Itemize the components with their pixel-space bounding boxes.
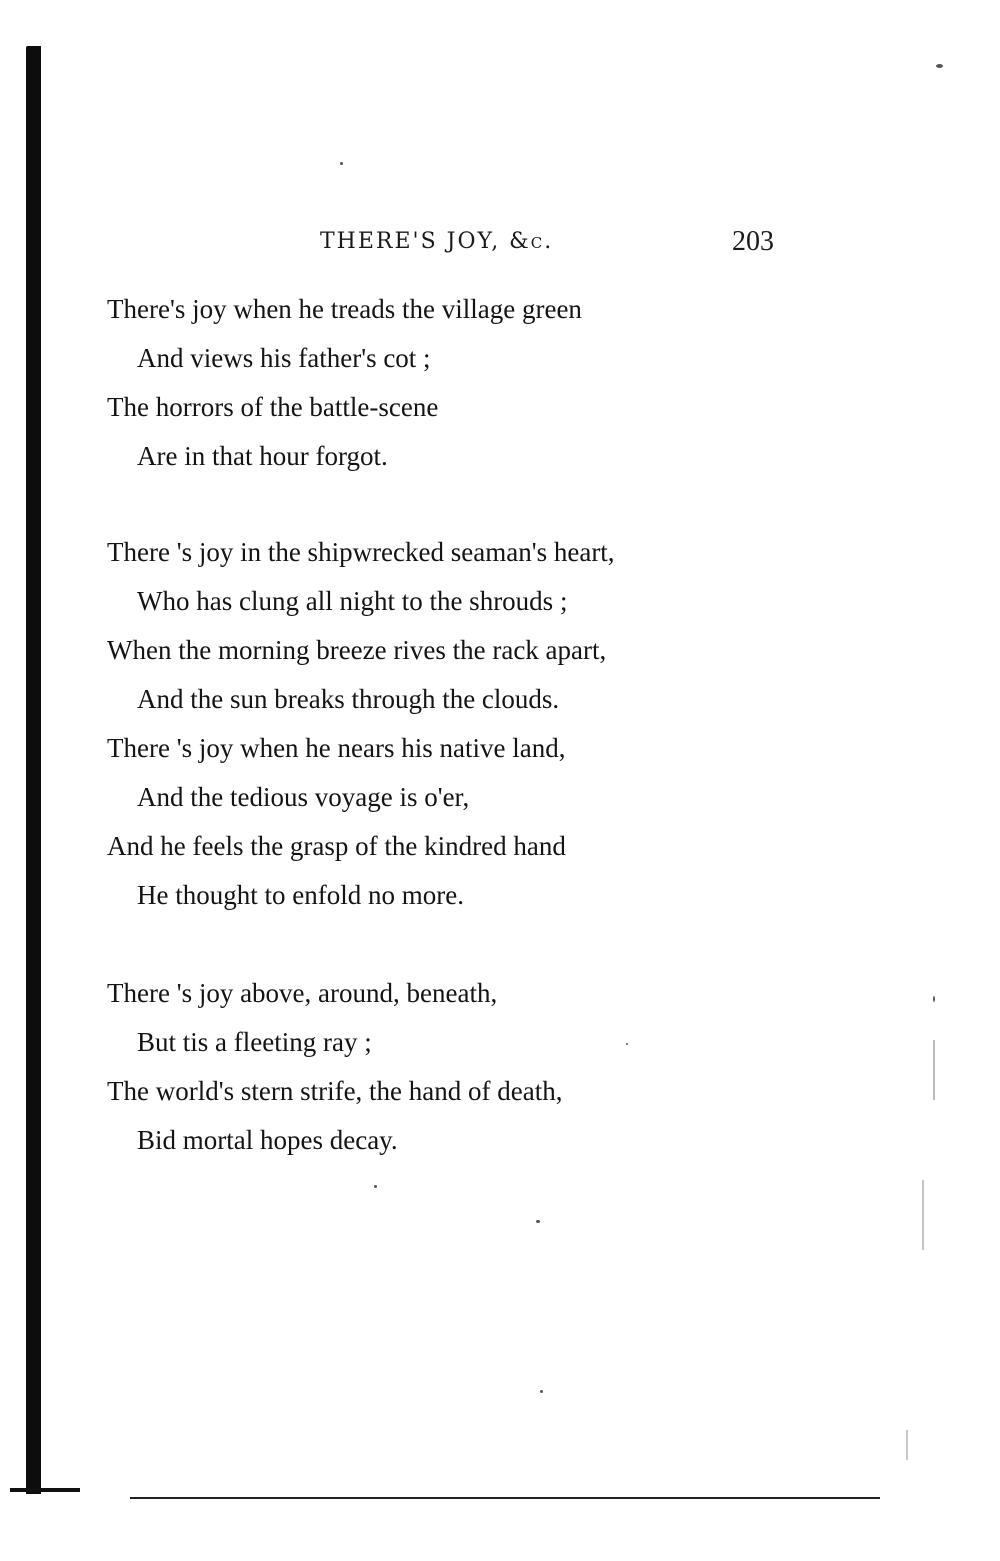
paper-speck [936, 64, 943, 68]
paper-speck [933, 1040, 935, 1100]
poem-line: There's joy when he treads the village green [107, 294, 582, 324]
paper-speck [906, 1430, 908, 1460]
poem-line: And the sun breaks through the clouds. [137, 684, 560, 714]
paper-speck [626, 1043, 628, 1045]
poem-line: Are in that hour forgot. [137, 441, 388, 471]
paper-speck [540, 1390, 543, 1393]
poem-line: He thought to enfold no more. [137, 880, 464, 910]
poem-line: And views his father's cot ; [137, 343, 431, 373]
bottom-rule [130, 1497, 880, 1499]
poem-line: There 's joy in the shipwrecked seaman's heart, [107, 537, 615, 567]
poem-line: And the tedious voyage is o'er, [137, 782, 470, 812]
running-title: THERE'S JOY, &c. [320, 229, 554, 254]
poem-line: The world's stern strife, the hand of death, [107, 1076, 563, 1106]
poem-line: There 's joy when he nears his native land, [107, 733, 566, 763]
poem-line: And he feels the grasp of the kindred hand [107, 831, 566, 861]
paper-speck [340, 162, 343, 165]
poem-line: Who has clung all night to the shrouds ; [137, 586, 568, 616]
paper-speck [922, 1180, 924, 1250]
paper-speck [933, 996, 935, 1002]
poem-line: There 's joy above, around, beneath, [107, 978, 498, 1008]
poem-line: The horrors of the battle-scene [107, 392, 439, 422]
poem-line: When the morning breeze rives the rack apart, [107, 635, 607, 665]
poem-line: But tis a fleeting ray ; [137, 1027, 372, 1057]
paper-speck [536, 1220, 540, 1223]
page-number: 203 [732, 226, 774, 257]
paper-speck [374, 1185, 377, 1188]
poem-line: Bid mortal hopes decay. [137, 1125, 398, 1155]
